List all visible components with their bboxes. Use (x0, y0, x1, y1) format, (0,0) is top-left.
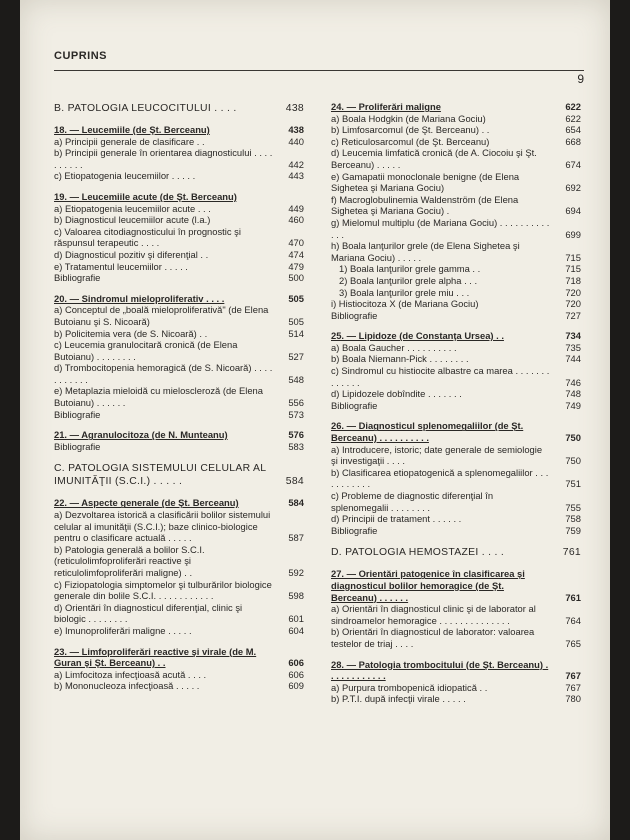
toc-entry-title: 20. — Sindromul mieloproliferativ . . . . (54, 292, 225, 304)
toc-entry-page: 592 (288, 567, 304, 578)
toc-entry-page: 668 (565, 135, 581, 147)
toc-section (54, 462, 304, 488)
toc-entry-page: 654 (565, 124, 581, 136)
toc-item (331, 365, 581, 388)
toc-entry-title: a) Orientări în diagnosticul clinic şi de laborator al sindroamelor hemoragice . . . . . . . . . . . . . . (331, 603, 536, 626)
toc-entry-title: d) Trombocitopenia hemoragică (de S. Nicoară) . . . . . . . . . . . (54, 362, 273, 385)
toc-entry-page: 443 (288, 170, 304, 182)
toc-item (54, 226, 304, 249)
toc-entry-title: Bibliografie (54, 408, 101, 420)
toc-item (54, 669, 304, 681)
toc-entry-page: 438 (285, 103, 304, 114)
toc-subitem (331, 275, 581, 287)
toc-entry-title: f) Macroglobulinemia Waldenström (de Elena Sighetea şi Mariana Gociu) . (331, 193, 519, 217)
toc-entry-page: 460 (288, 214, 304, 226)
toc-entry-page: 734 (565, 330, 581, 342)
toc-entry-page: 583 (288, 440, 304, 452)
toc-entry-page: 759 (565, 524, 581, 536)
toc-item (54, 544, 304, 579)
toc-entry-page: 479 (288, 260, 304, 272)
toc-entry-title: a) Conceptul de „boală mieloproliferativă" (de Elena Butoianu şi S. Nicoară) (54, 304, 269, 327)
toc-entry-page: 442 (288, 158, 304, 170)
toc-entry-title: 3) Boala lanţurilor grele miu . . . (339, 286, 470, 298)
toc-chapter (54, 497, 304, 509)
toc-item (54, 509, 304, 544)
toc-entry-page: 761 (562, 547, 581, 559)
toc-entry-title: b) Patologia generală a bolilor S.C.I. (reticulolimfoproliferări reactive şi reticulolimfoproliferări maligne) . . (54, 543, 205, 578)
toc-item (331, 388, 581, 400)
toc-item (331, 682, 581, 694)
toc-item (331, 490, 581, 513)
toc-item (54, 680, 304, 692)
toc-entry-title: b) Mononucleoza infecţioasă . . . . . (54, 680, 200, 692)
toc-chapter (54, 293, 304, 305)
toc-entry-title: c) Fiziopatologia simptomelor şi tulburărilor biologice generale din bolile S.C.I. . . . . . . . . . . . (54, 578, 272, 602)
toc-entry-title: 18. — Leucemiile (de Şt. Berceanu) (54, 124, 210, 135)
page-number: 9 (577, 72, 584, 86)
toc-entry-title: b) Orientări în diagnosticul de laborator: valoarea testelor de triaj . . . . (331, 626, 535, 649)
toc-entry-title: c) Probleme de diagnostic diferenţial în splenomegalii . . . . . . . . (331, 490, 494, 513)
toc-item (331, 217, 581, 240)
toc-entry-title: c) Valoarea citodiagnosticului în prognostic şi răspunsul terapeutic . . . . (54, 225, 241, 249)
toc-chapter (331, 420, 581, 443)
toc-biblio (331, 525, 581, 537)
toc-entry-title: e) Gamapatii monoclonale benigne (de Elena Sighetea şi Mariana Gociu) (331, 170, 520, 194)
header-rule (54, 70, 584, 71)
toc-entry-title: 1) Boala lanţurilor grele gamma . . (339, 263, 481, 275)
toc-item (54, 136, 304, 148)
toc-entry-title: c) Reticulosarcomul (de Şt. Berceanu) (331, 135, 490, 147)
toc-biblio (54, 409, 304, 421)
toc-entry-title: C. PATOLOGIA SISTEMULUI CELULAR AL IMUNITĂŢII (S.C.I.) . . . . . (54, 463, 266, 488)
toc-entry-page: 715 (565, 251, 581, 263)
toc-entry-title: 27. — Orientări patogenice în clasificarea şi diagnosticul bolilor hemoragice (de Şt. Berceanu) . . . . . . (331, 568, 525, 603)
toc-entry-page: 505 (288, 315, 304, 327)
toc-entry-title: a) Dezvoltarea istorică a clasificării bolilor sistemului celular al imunităţii (S.C.I.); baze clinico-biologice pentru o clasificare actuală . . . . . (54, 509, 271, 544)
toc-chapter (54, 191, 304, 203)
toc-item (331, 240, 581, 263)
toc-entry-page: 674 (565, 158, 581, 170)
toc-entry-title: c) Etiopatogenia leucemiilor . . . . . (54, 170, 196, 182)
toc-entry-page: 750 (565, 455, 581, 467)
toc-entry-page: 548 (288, 373, 304, 385)
toc-entry-page: 699 (565, 228, 581, 240)
toc-entry-page: 767 (565, 681, 581, 693)
toc-entry-page: 751 (565, 478, 581, 490)
toc-entry-title: c) Leucemia granulocitară cronică (de Elena Butoianu) . . . . . . . . (54, 339, 238, 362)
toc-item (54, 261, 304, 273)
toc-item (54, 579, 304, 602)
toc-entry-title: Bibliografie (331, 309, 378, 321)
toc-subitem (331, 263, 581, 275)
toc-entry-title: Bibliografie (54, 440, 101, 452)
toc-entry-title: 2) Boala lanţurilor grele alpha . . . (339, 274, 478, 286)
toc-item (331, 513, 581, 525)
toc-entry-page: 514 (288, 327, 304, 339)
toc-entry-title: Bibliografie (331, 524, 378, 536)
toc-entry-page: 622 (565, 112, 581, 124)
toc-biblio (54, 272, 304, 284)
toc-item (331, 124, 581, 136)
toc-item (54, 602, 304, 625)
toc-entry-page: 606 (288, 668, 304, 680)
toc-subitem (331, 287, 581, 299)
toc-entry-title: 24. — Proliferări maligne (331, 101, 441, 112)
toc-entry-title: d) Leucemia limfatică cronică (de A. Ciocoiu şi Şt. Berceanu) . . . . . (331, 147, 537, 170)
toc-item (331, 444, 581, 467)
toc-item (54, 249, 304, 261)
toc-entry-page: 694 (565, 205, 581, 217)
toc-entry-page: 715 (565, 263, 581, 275)
toc-entry-page: 755 (565, 501, 581, 513)
toc-item (331, 353, 581, 365)
toc-item (331, 113, 581, 125)
toc-entry-page: 750 (565, 432, 581, 444)
toc-entry-title: B. PATOLOGIA LEUCOCITULUI . . . . (54, 103, 237, 114)
running-header: CUPRINS (54, 50, 108, 62)
toc-entry-title: d) Orientări în diagnosticul diferenţial, clinic şi biologic . . . . . . . . (54, 601, 243, 625)
toc-entry-page: 718 (565, 274, 581, 286)
toc-item (331, 693, 581, 705)
toc-item (54, 304, 304, 327)
toc-chapter (54, 124, 304, 136)
toc-entry-page: 606 (288, 657, 304, 669)
toc-entry-page: 505 (288, 292, 304, 304)
toc-entry-title: 21. — Agranulocitoza (de N. Munteanu) (54, 429, 228, 441)
toc-entry-page: 720 (565, 286, 581, 298)
toc-entry-title: b) P.T.I. după infecţii virale . . . . . (331, 693, 466, 705)
toc-chapter (54, 646, 304, 669)
toc-entry-page: 500 (288, 272, 304, 284)
toc-entry-page: 587 (288, 532, 304, 544)
toc-item (54, 339, 304, 362)
toc-entry-title: 23. — Limfoproliferări reactive şi virale (de M. Guran şi Şt. Berceanu) . . (54, 645, 257, 669)
toc-entry-page: 748 (565, 388, 581, 400)
toc-chapter (331, 659, 581, 682)
toc-item (331, 467, 581, 490)
toc-chapter (331, 101, 581, 113)
toc-entry-page: 749 (565, 399, 581, 411)
toc-biblio (331, 310, 581, 322)
toc-item (54, 214, 304, 226)
toc-entry-title: e) Metaplazia mieloidă cu mieloscleroză (de Elena Butoianu) . . . . . . (54, 385, 263, 409)
toc-entry-page: 584 (285, 476, 304, 488)
toc-entry-title: h) Boala lanţurilor grele (de Elena Sighetea şi Mariana Gociu) . . . . . (331, 240, 520, 263)
toc-entry-page: 449 (288, 202, 304, 214)
toc-entry-page: 758 (565, 513, 581, 525)
toc-entry-page: 474 (288, 248, 304, 260)
toc-entry-title: 26. — Diagnosticul splenomegaliilor (de Şt. Berceanu) . . . . . . . . . . (331, 420, 524, 444)
toc-item (331, 626, 581, 649)
toc-entry-title: e) Tratamentul leucemiilor . . . . . (54, 260, 188, 272)
toc-entry-title: a) Introducere, istoric; date generale de semiologie şi investigaţii . . . . (331, 443, 543, 467)
toc-entry-page: 744 (565, 353, 581, 365)
toc-item (331, 342, 581, 354)
toc-entry-page: 556 (288, 397, 304, 409)
toc-entry-page: 761 (565, 591, 581, 603)
toc-entry-title: 22. — Aspecte generale (de Şt. Berceanu) (54, 497, 239, 509)
toc-entry-page: 576 (288, 429, 304, 441)
toc-entry-title: b) Clasificarea etiopatogenică a splenomegaliilor . . . . . . . . . . . (331, 466, 549, 490)
toc-item (54, 170, 304, 182)
toc-entry-title: c) Sindromul cu histiocite albastre ca marea . . . . . . . . . . . . . (331, 365, 550, 388)
toc-entry-title: D. PATOLOGIA HEMOSTAZEI . . . . (331, 547, 505, 559)
toc-entry-page: 609 (288, 680, 304, 692)
toc-item (54, 147, 304, 170)
toc-left-column (54, 92, 304, 692)
toc-entry-title: Bibliografie (331, 399, 378, 411)
toc-entry-title: i) Histiocitoza X (de Mariana Gociu) (331, 298, 479, 310)
toc-entry-page: 720 (565, 298, 581, 310)
toc-item (54, 625, 304, 637)
toc-chapter (331, 330, 581, 342)
toc-entry-page: 764 (565, 614, 581, 626)
toc-entry-page: 440 (288, 135, 304, 147)
toc-entry-page: 767 (565, 670, 581, 682)
toc-item (331, 136, 581, 148)
book-page (20, 0, 610, 840)
toc-section (54, 102, 304, 115)
toc-biblio (331, 400, 581, 412)
toc-entry-page: 573 (288, 408, 304, 420)
toc-section (331, 546, 581, 559)
toc-item (331, 171, 581, 194)
toc-item (54, 385, 304, 408)
toc-entry-page: 527 (288, 350, 304, 362)
toc-entry-page: 692 (565, 182, 581, 194)
toc-entry-title: 25. — Lipidoze (de Constanţa Ursea) . . (331, 330, 504, 342)
toc-item (331, 298, 581, 310)
toc-entry-title: Bibliografie (54, 272, 101, 284)
toc-entry-title: d) Lipidozele dobîndite . . . . . . . (331, 388, 462, 400)
toc-item (54, 328, 304, 340)
toc-entry-page: 727 (565, 309, 581, 321)
toc-entry-page: 470 (288, 237, 304, 249)
toc-entry-page: 765 (565, 637, 581, 649)
toc-right-column (331, 92, 581, 705)
toc-entry-page: 584 (288, 497, 304, 509)
toc-item (54, 362, 304, 385)
toc-entry-title: 19. — Leucemiile acute (de Şt. Berceanu) (54, 190, 237, 202)
toc-chapter (54, 429, 304, 441)
toc-entry-title: d) Diagnosticul pozitiv şi diferenţial . . (54, 248, 209, 260)
toc-item (54, 203, 304, 215)
toc-biblio (54, 441, 304, 453)
toc-entry-title: b) Principii generale în orientarea diagnosticului . . . . . . . . . . (54, 147, 273, 170)
toc-item (331, 147, 581, 170)
toc-entry-title: 28. — Patologia trombocitului (de Şt. Berceanu) . . . . . . . . . . . . (331, 658, 549, 682)
toc-entry-page: 746 (565, 376, 581, 388)
toc-entry-page: 604 (288, 624, 304, 636)
toc-chapter (331, 568, 581, 603)
toc-entry-title: a) Boala Gaucher . . . . . . . . . . (331, 341, 457, 353)
toc-entry-page: 438 (288, 124, 304, 135)
toc-entry-title: b) Policitemia vera (de S. Nicoară) . . (54, 327, 208, 339)
toc-entry-page: 601 (288, 613, 304, 625)
toc-entry-title: a) Limfocitoza infecţioasă acută . . . . (54, 668, 207, 680)
toc-entry-title: a) Etiopatogenia leucemiilor acute . . . (54, 202, 211, 214)
toc-entry-page: 598 (288, 590, 304, 602)
toc-entry-title: a) Boala Hodgkin (de Mariana Gociu) (331, 112, 486, 124)
toc-entry-page: 622 (565, 101, 581, 112)
toc-item (331, 603, 581, 626)
toc-entry-title: d) Principii de tratament . . . . . . (331, 513, 462, 525)
toc-entry-title: e) Imunoproliferări maligne . . . . . (54, 624, 192, 636)
toc-entry-title: b) Boala Niemann-Pick . . . . . . . . (331, 353, 469, 365)
toc-entry-page: 735 (565, 341, 581, 353)
toc-entry-title: b) Diagnosticul leucemiilor acute (l.a.) (54, 214, 211, 226)
toc-entry-title: b) Limfosarcomul (de Şt. Berceanu) . . (331, 124, 490, 136)
toc-entry-title: a) Principii generale de clasificare . . (54, 135, 205, 147)
toc-item (331, 194, 581, 217)
toc-entry-page: 780 (565, 693, 581, 705)
toc-entry-title: g) Mielomul multiplu (de Mariana Gociu) . . . . . . . . . . . . . (331, 216, 550, 240)
toc-entry-title: a) Purpura trombopenică idiopatică . . (331, 681, 488, 693)
